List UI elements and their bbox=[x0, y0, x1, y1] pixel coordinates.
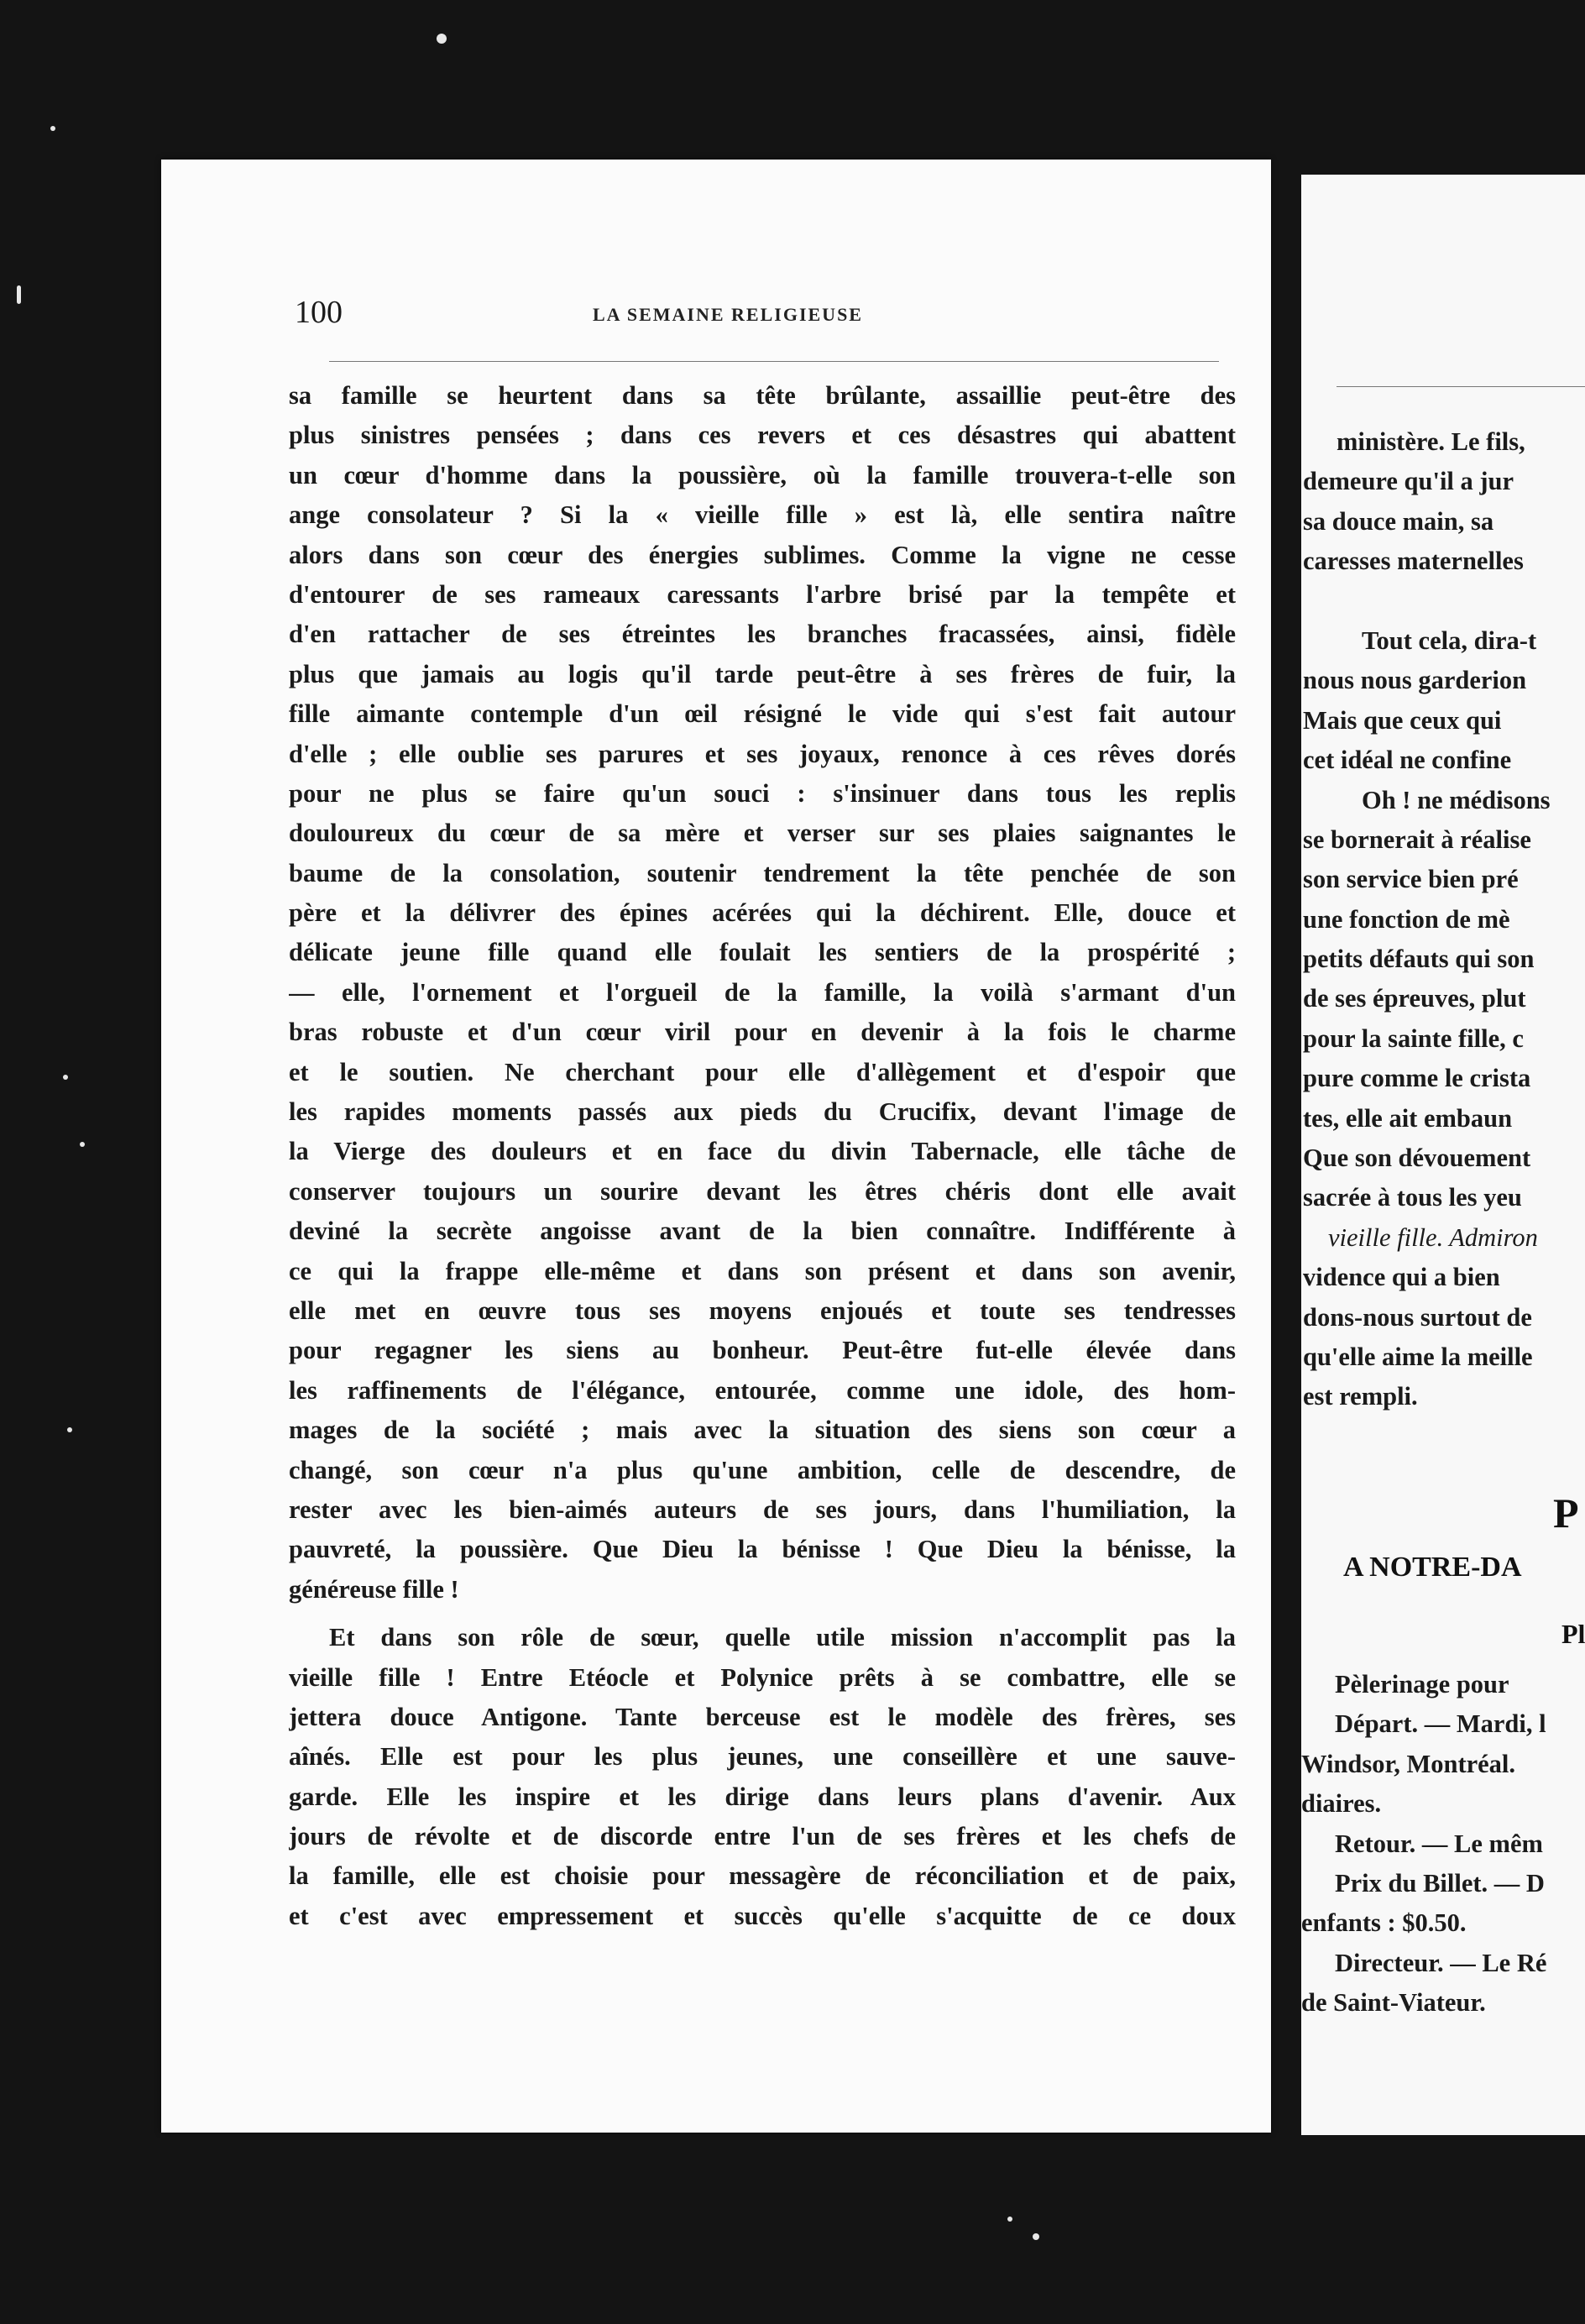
text-line: vidence qui a bien bbox=[1303, 1263, 1500, 1292]
section-initial: P bbox=[1553, 1489, 1579, 1536]
text-line: père et la délivrer des épines acérées qui la déchirent. Elle, douce et bbox=[289, 898, 1236, 928]
text-line: plus que jamais au logis qu'il tarde peut-être à ses frères de fuir, la bbox=[289, 659, 1236, 688]
scan-speck bbox=[50, 126, 55, 131]
text-line: vieille fille. Admiron bbox=[1328, 1222, 1538, 1252]
text-line: est rempli. bbox=[1303, 1382, 1418, 1411]
paragraph-2 bbox=[289, 1618, 1236, 1936]
text-line: Départ. — Mardi, l bbox=[1335, 1709, 1546, 1739]
text-line: pour ne plus se faire qu'un souci : s'insinuer dans tous les replis bbox=[289, 778, 1236, 808]
scan-speck bbox=[67, 1427, 72, 1432]
text-line: — elle, l'ornement et l'orgueil de la famille, la voilà s'armant d'un bbox=[289, 977, 1236, 1007]
text-line: un cœur d'homme dans la poussière, où la famille trouvera-t-elle son bbox=[289, 460, 1236, 489]
text-line: tes, elle ait embaun bbox=[1303, 1103, 1513, 1133]
text-line: pauvreté, la poussière. Que Dieu la bénisse ! Que Dieu la bénisse, la bbox=[289, 1535, 1236, 1564]
section-subheading: Pl bbox=[1561, 1619, 1585, 1649]
text-line: Que son dévouement bbox=[1303, 1144, 1531, 1173]
text-line: généreuse fille ! bbox=[289, 1574, 459, 1604]
text-line: de ses épreuves, plut bbox=[1303, 984, 1526, 1013]
text-line: qu'elle aime la meille bbox=[1303, 1342, 1533, 1371]
text-line: dons-nous surtout de bbox=[1303, 1302, 1532, 1332]
text-line: rester avec les bien-aimés auteurs de ses jours, dans l'humiliation, la bbox=[289, 1494, 1236, 1524]
text-line: Windsor, Montréal. bbox=[1301, 1749, 1516, 1778]
text-line bbox=[1303, 582, 1585, 621]
text-line: sa douce main, sa bbox=[1303, 506, 1494, 536]
text-line: la famille, elle est choisie pour messagère de réconciliation et de paix, bbox=[289, 1861, 1236, 1891]
text-line: Retour. — Le mêm bbox=[1335, 1829, 1543, 1858]
text-line: aînés. Elle est pour les plus jeunes, une conseillère et une sauve- bbox=[289, 1742, 1236, 1772]
right-page bbox=[1301, 175, 1585, 2135]
text-line: caresses maternelles bbox=[1303, 547, 1524, 576]
scan-speck bbox=[1033, 2233, 1039, 2240]
text-line: son service bien pré bbox=[1303, 865, 1519, 894]
text-line: jours de révolte et de discorde entre l'un de ses frères et les chefs de bbox=[289, 1822, 1236, 1851]
text-line: délicate jeune fille quand elle foulait les sentiers de la prospérité ; bbox=[289, 938, 1236, 967]
text-line: et le soutien. Ne cherchant pour elle d'allègement et d'espoir que bbox=[289, 1057, 1236, 1086]
text-line: d'entourer de ses rameaux caressants l'arbre brisé par la tempête et bbox=[289, 579, 1236, 609]
text-line: pure comme le crista bbox=[1303, 1064, 1531, 1093]
text-line: les rapides moments passés aux pieds du Crucifix, devant l'image de bbox=[289, 1097, 1236, 1127]
text-line: Mais que ceux qui bbox=[1303, 705, 1502, 735]
text-line: elle met en œuvre tous ses moyens enjoués et toute ses tendresses bbox=[289, 1295, 1236, 1325]
text-line: baume de la consolation, soutenir tendrement la tête penchée de son bbox=[289, 858, 1236, 887]
text-line: ange consolateur ? Si la « vieille fille » est là, elle sentira naître bbox=[289, 500, 1236, 530]
text-line: pour regagner les siens au bonheur. Peut-être fut-elle élevée dans bbox=[289, 1336, 1236, 1365]
text-line: Pèlerinage pour bbox=[1335, 1670, 1509, 1699]
text-line: sacrée à tous les yeu bbox=[1303, 1183, 1522, 1212]
right-page-body bbox=[1303, 422, 1585, 1417]
text-line: alors dans son cœur des énergies sublimes. Comme la vigne ne cesse bbox=[289, 540, 1236, 569]
text-line: demeure qu'il a jur bbox=[1303, 467, 1514, 496]
text-line: et c'est avec empressement et succès qu'elle s'acquitte de ce doux bbox=[289, 1901, 1236, 1930]
text-line: vieille fille ! Entre Etéocle et Polynice prêts à se combattre, elle se bbox=[289, 1662, 1236, 1692]
header-rule bbox=[1337, 386, 1585, 387]
pilgrimage-notice bbox=[1301, 1665, 1585, 2023]
text-line: d'en rattacher de ses étreintes les branches fracassées, ainsi, fidèle bbox=[289, 620, 1236, 649]
scan-speck bbox=[63, 1075, 68, 1080]
scan-speck bbox=[437, 34, 447, 44]
text-line: une fonction de mè bbox=[1303, 904, 1510, 934]
text-line: deviné la secrète angoisse avant de la bien connaître. Indifférente à bbox=[289, 1217, 1236, 1246]
text-line: plus sinistres pensées ; dans ces revers et ces désastres qui abattent bbox=[289, 421, 1236, 450]
text-line: ce qui la frappe elle-même et dans son présent et dans son avenir, bbox=[289, 1256, 1236, 1285]
text-line: changé, son cœur n'a plus qu'une ambition, celle de descendre, de bbox=[289, 1455, 1236, 1484]
text-line: nous nous garderion bbox=[1303, 666, 1527, 695]
text-line: ministère. Le fils, bbox=[1337, 427, 1525, 456]
text-line: Oh ! ne médisons bbox=[1362, 785, 1551, 814]
running-title: LA SEMAINE RELIGIEUSE bbox=[593, 304, 863, 325]
text-line: Tout cela, dira-t bbox=[1362, 625, 1537, 655]
text-line: garde. Elle les inspire et les dirige dans leurs plans d'avenir. Aux bbox=[289, 1782, 1236, 1811]
text-line: diaires. bbox=[1301, 1789, 1382, 1819]
header-rule bbox=[329, 361, 1219, 362]
text-line: la Vierge des douleurs et en face du divin Tabernacle, elle tâche de bbox=[289, 1137, 1236, 1166]
text-line: mages de la société ; mais avec la situation des siens son cœur a bbox=[289, 1416, 1236, 1445]
left-page bbox=[161, 160, 1271, 2133]
text-line: conserver toujours un sourire devant les êtres chéris dont elle avait bbox=[289, 1176, 1236, 1206]
text-line: Directeur. — Le Ré bbox=[1335, 1948, 1547, 1977]
text-line: bras robuste et d'un cœur viril pour en devenir à la fois le charme bbox=[289, 1018, 1236, 1047]
text-line: les raffinements de l'élégance, entourée, comme une idole, des hom- bbox=[289, 1375, 1236, 1405]
text-line: de Saint-Viateur. bbox=[1301, 1988, 1486, 2018]
text-line: jettera douce Antigone. Tante berceuse est le modèle des frères, ses bbox=[289, 1702, 1236, 1731]
paragraph-1 bbox=[289, 376, 1236, 1610]
scan-speck bbox=[1007, 2217, 1012, 2222]
text-line: fille aimante contemple d'un œil résigné le vide qui s'est fait autour bbox=[289, 699, 1236, 729]
scan-speck bbox=[80, 1142, 85, 1147]
page-header bbox=[295, 294, 1243, 344]
text-line: Et dans son rôle de sœur, quelle utile mission n'accomplit pas la bbox=[329, 1623, 1236, 1652]
text-line: se bornerait à réalise bbox=[1303, 824, 1531, 854]
text-line: enfants : $0.50. bbox=[1301, 1908, 1467, 1938]
text-line: Prix du Billet. — D bbox=[1335, 1868, 1545, 1897]
text-line: d'elle ; elle oublie ses parures et ses joyaux, renonce à ces rêves dorés bbox=[289, 739, 1236, 768]
section-heading: A NOTRE-DA bbox=[1343, 1552, 1522, 1583]
text-line: petits défauts qui son bbox=[1303, 945, 1535, 974]
text-line: douloureux du cœur de sa mère et verser sur ses plaies saignantes le bbox=[289, 819, 1236, 848]
scan-speck bbox=[17, 285, 21, 304]
text-line: sa famille se heurtent dans sa tête brûlante, assaillie peut-être des bbox=[289, 381, 1236, 410]
page-number: 100 bbox=[295, 295, 343, 330]
text-line: cet idéal ne confine bbox=[1303, 746, 1512, 775]
article-body bbox=[289, 376, 1236, 1936]
text-line: pour la sainte fille, c bbox=[1303, 1023, 1524, 1053]
